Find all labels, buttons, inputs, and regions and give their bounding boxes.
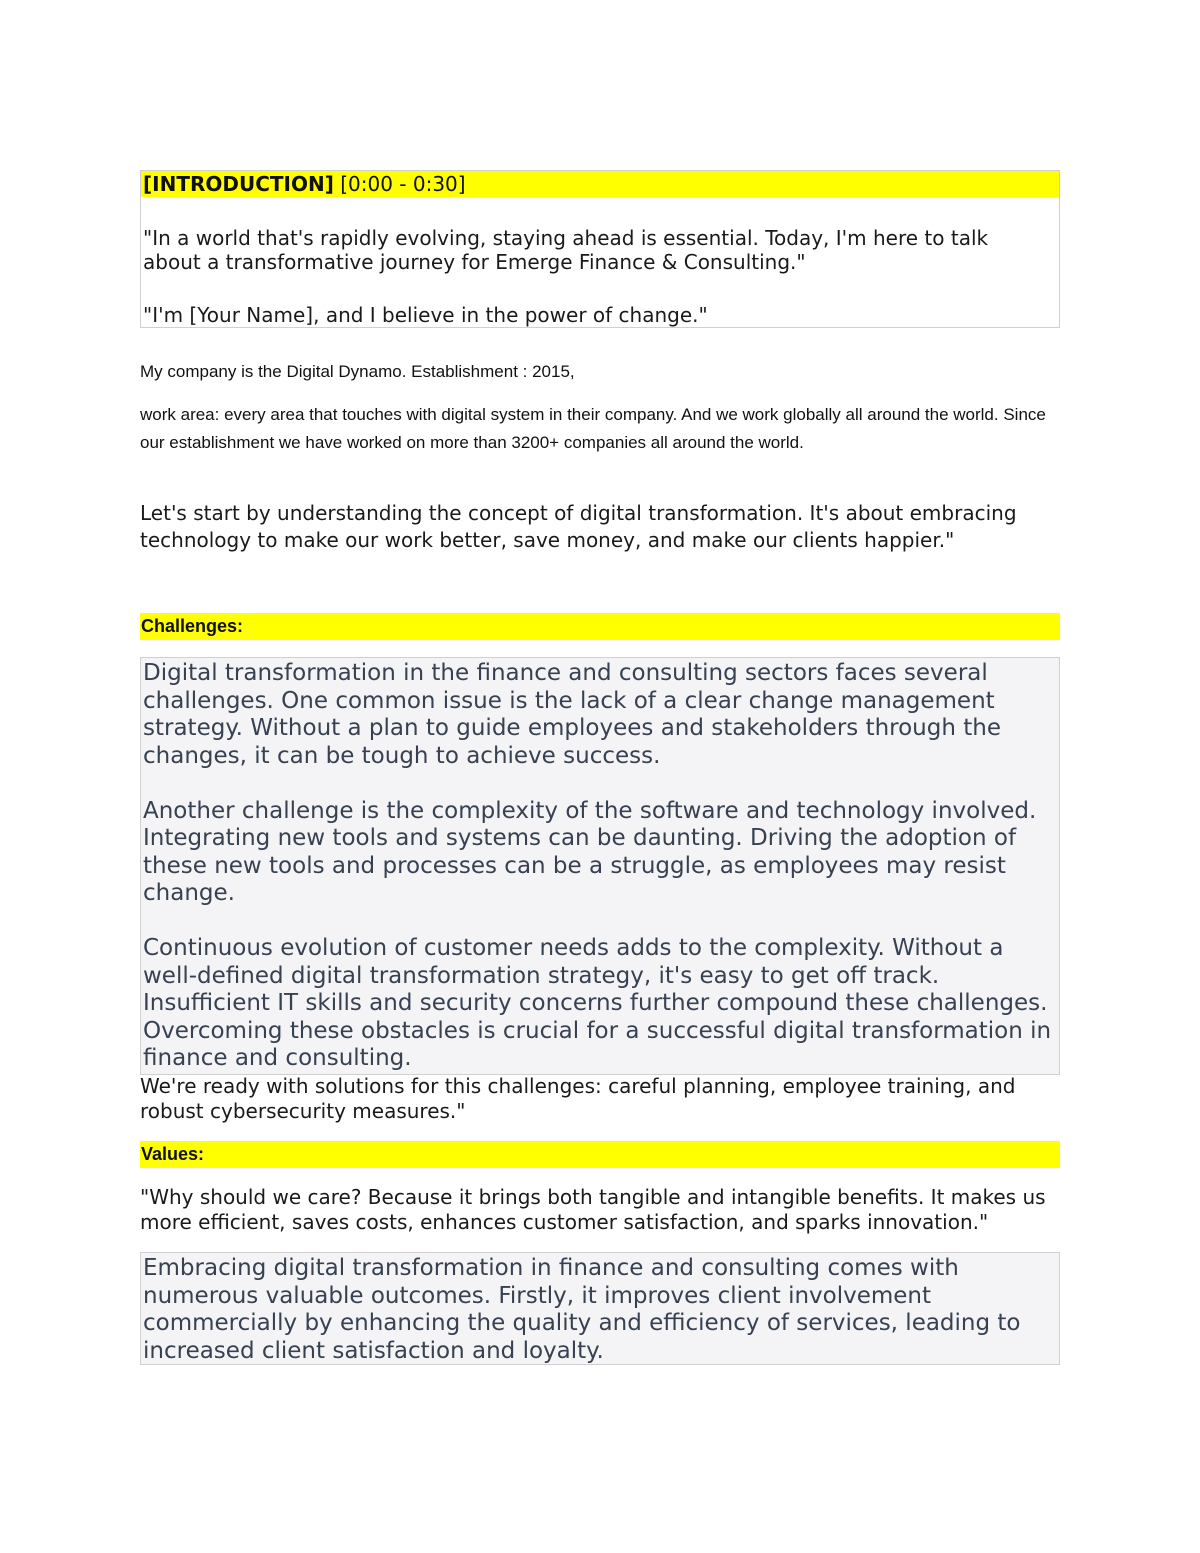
company-line: My company is the Digital Dynamo. Establishment : 2015,	[140, 362, 575, 381]
digital-transformation-intro: Let's start by understanding the concept of digital transformation. It's about embracing technology to make our work better, save money, and make our clients happier."	[140, 501, 1017, 552]
challenges-paragraph-3: Continuous evolution of customer needs adds to the complexity. Without a well-defined digital transformation strategy, it's easy to get off track. Insufficient IT skills and security concerns further compound these challenges. Overcoming these obstacles is crucial for a successful digital transformation in finance and consulting.	[143, 935, 1052, 1071]
introduction-heading: [INTRODUCTION]	[143, 172, 334, 196]
introduction-paragraph-1: "In a world that's rapidly evolving, staying ahead is essential. Today, I'm here to talk about a transformative journey for Emerge Finance & Consulting."	[143, 226, 989, 274]
values-heading: Values:	[140, 1141, 1060, 1168]
introduction-timestamp: [0:00 - 0:30]	[340, 172, 466, 196]
why-care-paragraph: "Why should we care? Because it brings both tangible and intangible benefits. It makes us more efficient, saves costs, enhances customer satisfaction, and sparks innovation."	[140, 1185, 1046, 1234]
challenges-paragraph-1: Digital transformation in the finance and consulting sectors faces several challenges. One common issue is the lack of a clear change management strategy. Without a plan to guide employees and stakeholders through the changes, it can be tough to achieve success.	[143, 660, 1001, 769]
work-area-paragraph: work area: every area that touches with digital system in their company. And we work globally all around the world. Since our establishment we have worked on more than 3200+ companies all around the world.	[140, 405, 1046, 452]
challenges-paragraph-2: Another challenge is the complexity of the software and technology involved. Integrating new tools and systems can be daunting. Driving the adoption of these new tools and processes can be a struggle, as employees may resist change.	[143, 797, 1037, 906]
introduction-paragraph-2: "I'm [Your Name], and I believe in the power of change."	[143, 303, 708, 327]
introduction-heading-bar	[141, 171, 1059, 197]
values-box	[140, 1252, 1060, 1365]
challenges-heading: Challenges:	[140, 613, 1060, 640]
challenges-box	[140, 657, 1060, 1075]
values-paragraph: Embracing digital transformation in finance and consulting comes with numerous valuable outcomes. Firstly, it improves client involvement commercially by enhancing the quality and efficiency of services, leading to increased client satisfaction and loyalty.	[143, 1255, 1021, 1364]
introduction-box	[140, 170, 1060, 328]
solutions-paragraph: We're ready with solutions for this challenges: careful planning, employee training, and robust cybersecurity measures."	[140, 1074, 1016, 1123]
